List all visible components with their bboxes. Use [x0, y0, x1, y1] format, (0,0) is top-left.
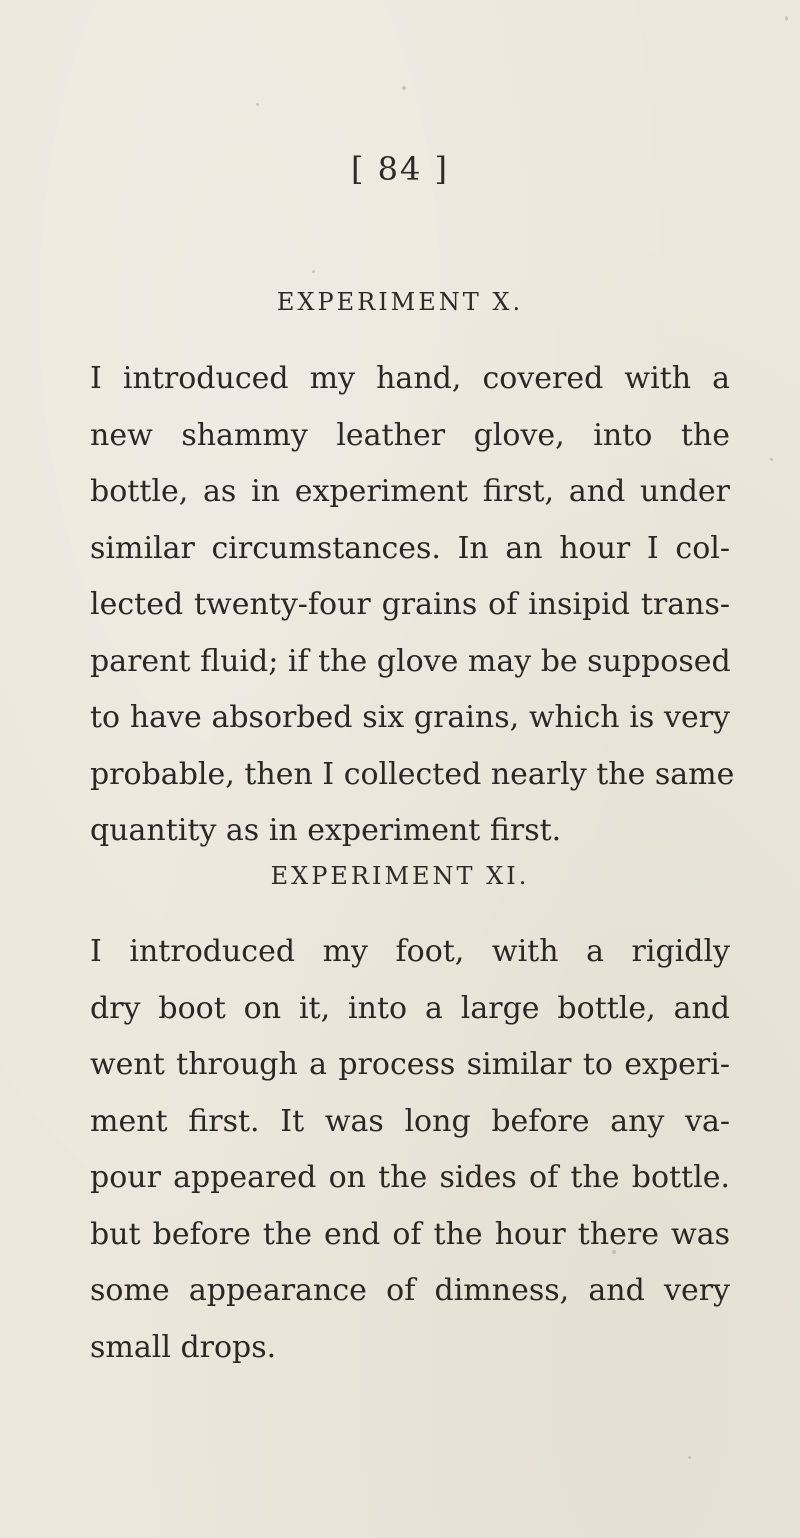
text-line: to have absorbed six grains, which is very — [90, 700, 730, 735]
paper-speck — [770, 458, 773, 461]
text-line: parent fluid; if the glove may be supposed — [90, 643, 731, 679]
section-heading: EXPERIMENT X. — [276, 288, 524, 316]
paper-speck — [256, 103, 259, 106]
text-line: dry boot on it, into a large bottle, and — [90, 990, 730, 1026]
text-line: ment first. It was long before any va- — [90, 1103, 730, 1139]
page-number: [ 84 ] — [350, 150, 450, 188]
section-heading: EXPERIMENT XI. — [270, 862, 530, 890]
paper-speck — [612, 1250, 616, 1254]
text-line: went through a process similar to experi- — [90, 1047, 730, 1082]
text-line: I introduced my hand, covered with a — [90, 361, 730, 396]
paper-speck — [312, 270, 315, 273]
text-line: probable, then I collected nearly the same — [90, 756, 735, 792]
text-line: but before the end of the hour there was — [90, 1216, 730, 1252]
text-line: some appearance of dimness, and very — [90, 1273, 730, 1308]
text-line: similar circumstances. In an hour I col- — [90, 530, 730, 566]
text-line: I introduced my foot, with a rigidly — [90, 934, 730, 969]
text-line: pour appeared on the sides of the bottle. — [90, 1160, 730, 1195]
text-line: new shammy leather glove, into the — [90, 417, 730, 453]
text-line: small drops. — [90, 1329, 277, 1365]
section-body — [90, 924, 730, 1376]
paper-speck — [785, 16, 788, 21]
paper-speck — [402, 86, 406, 90]
text-line: lected twenty-four grains of insipid trans- — [90, 587, 730, 622]
text-line: quantity as in experiment first. — [90, 813, 562, 848]
text-line: bottle, as in experiment first, and under — [90, 474, 730, 509]
section-body — [90, 351, 735, 860]
paper-speck — [688, 1456, 691, 1459]
